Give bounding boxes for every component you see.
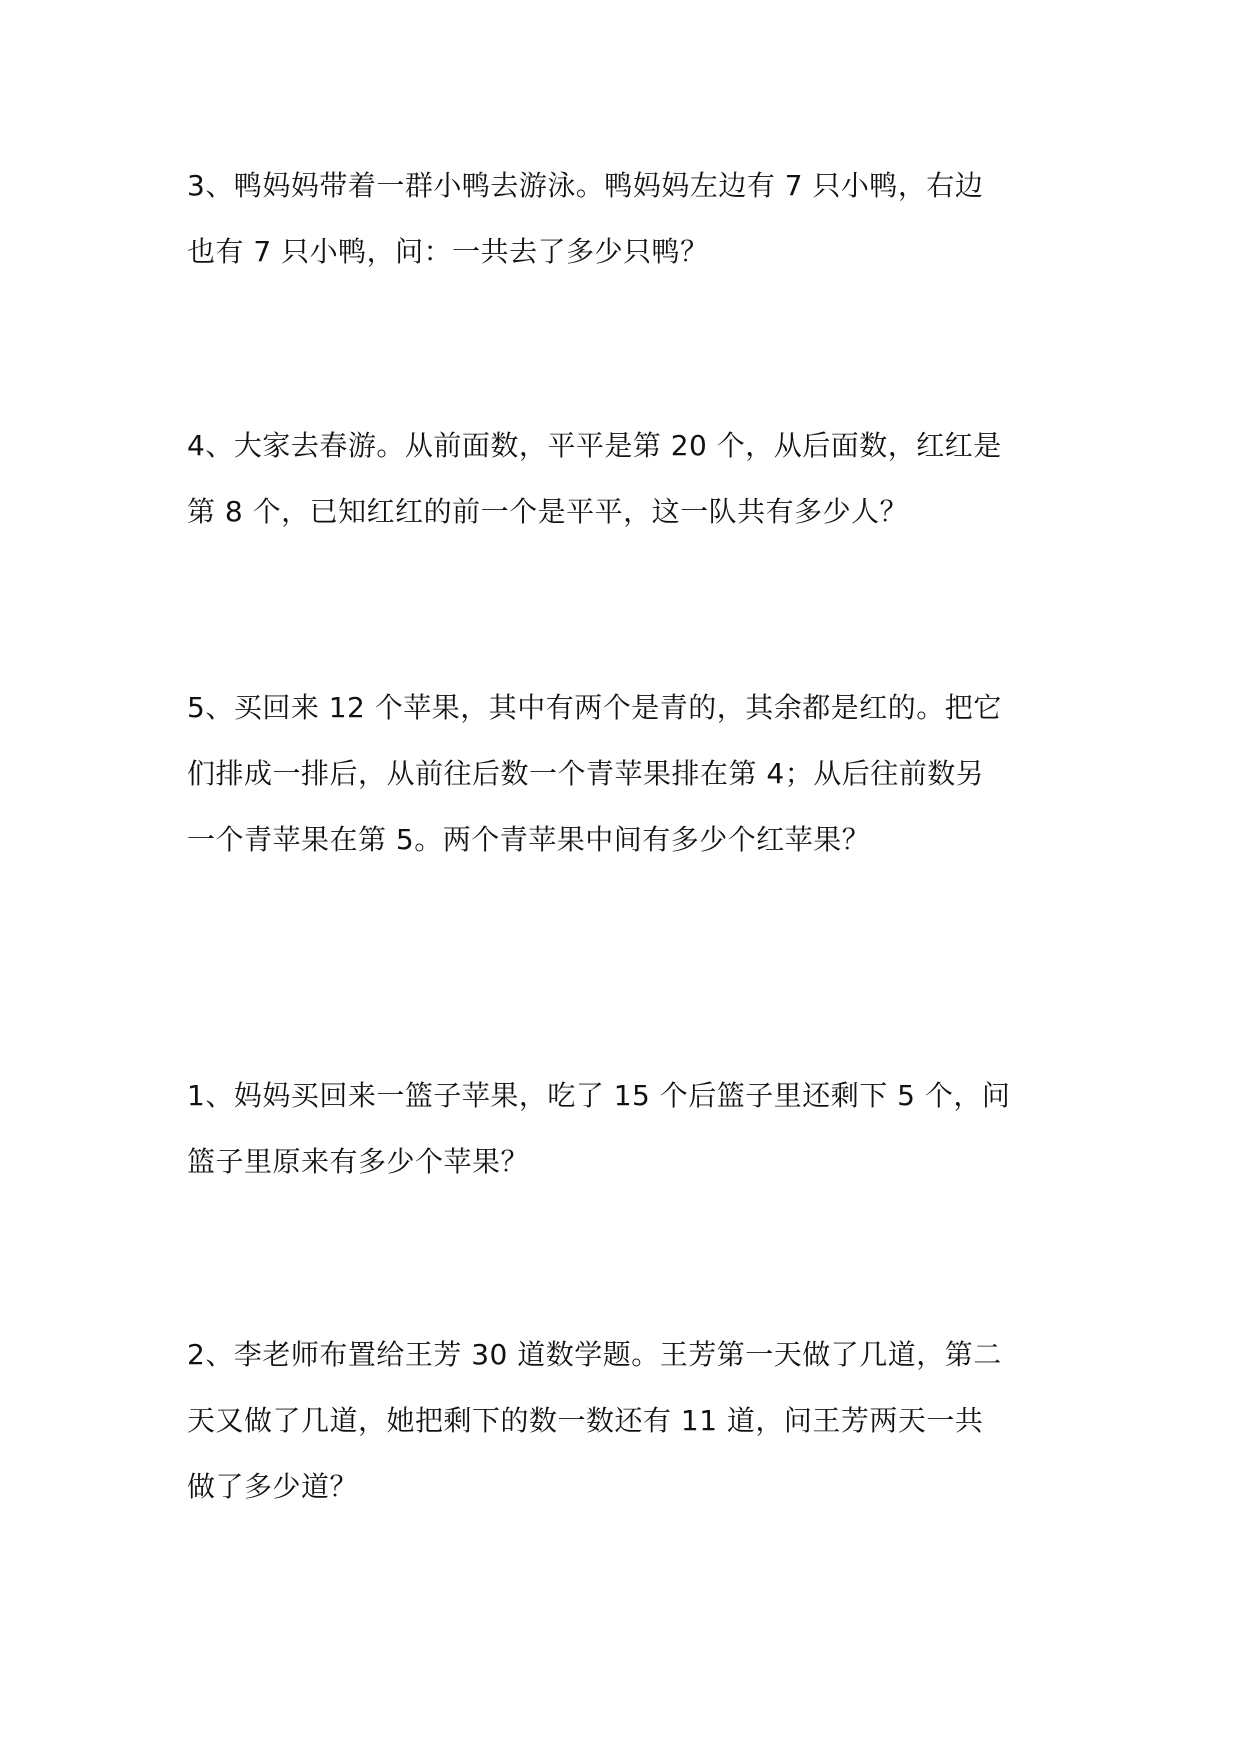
problem-text-line: 4、大家去春游。从前面数，平平是第 20 个，从后面数，红红是 (187, 429, 1002, 462)
problem-2 (187, 1322, 1057, 1520)
problem-text-line: 一个青苹果在第 5。两个青苹果中间有多少个红苹果？ (187, 823, 871, 856)
problem-text-line: 们排成一排后，从前往后数一个青苹果排在第 4；从后往前数另 (187, 757, 985, 790)
problem-3 (187, 153, 1057, 285)
problem-4 (187, 413, 1057, 545)
problem-5 (187, 675, 1057, 873)
problem-text-line: 5、买回来 12 个苹果，其中有两个是青的，其余都是红的。把它 (187, 691, 1002, 724)
problem-text-line: 1、妈妈买回来一篮子苹果，吃了 15 个后篮子里还剩下 5 个，问 (187, 1079, 1011, 1112)
problem-1 (187, 1063, 1057, 1195)
problem-text-line: 第 8 个，已知红红的前一个是平平，这一队共有多少人？ (187, 495, 909, 528)
problem-text-line: 篮子里原来有多少个苹果？ (187, 1145, 530, 1178)
problem-text-line: 天又做了几道，她把剩下的数一数还有 11 道，问王芳两天一共 (187, 1404, 984, 1437)
problem-text-line: 做了多少道？ (187, 1470, 359, 1503)
problem-text-line: 也有 7 只小鸭，问：一共去了多少只鸭？ (187, 235, 709, 268)
problem-text-line: 3、鸭妈妈带着一群小鸭去游泳。鸭妈妈左边有 7 只小鸭，右边 (187, 169, 984, 202)
problem-text-line: 2、李老师布置给王芳 30 道数学题。王芳第一天做了几道，第二 (187, 1338, 1002, 1371)
